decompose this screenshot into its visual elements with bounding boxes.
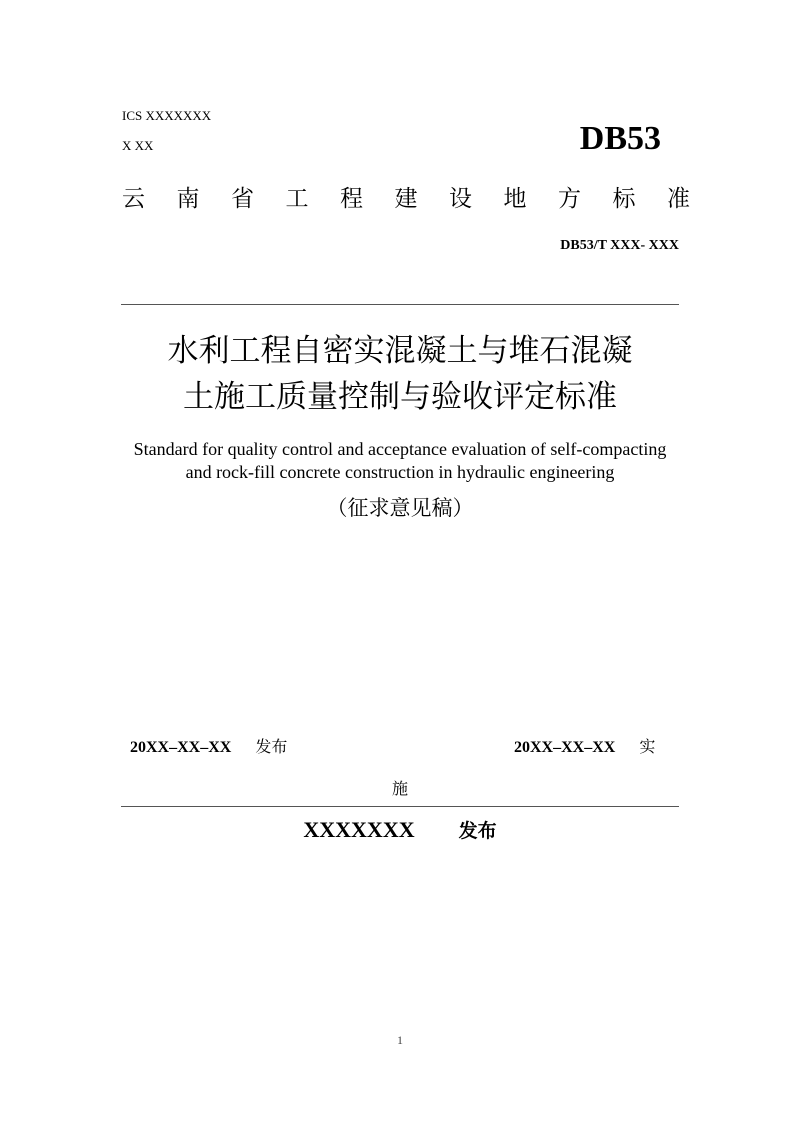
provincial-char: 南 <box>176 186 200 212</box>
provincial-standard-label <box>122 180 690 213</box>
implement-label-part-2: 施 <box>392 779 409 798</box>
implement-label-part-1: 实 <box>639 737 656 756</box>
provincial-char: 程 <box>340 186 363 212</box>
provincial-char: 方 <box>558 186 581 212</box>
publish-label: 发布 <box>255 737 288 756</box>
title-zh-line-1: 水利工程自密实混凝土与堆石混凝 <box>167 333 633 369</box>
ics-code: ICS XXXXXXX <box>122 108 212 123</box>
implement-date-block <box>514 734 655 757</box>
implement-date: 20XX–XX–XX <box>514 739 616 756</box>
bottom-divider <box>121 806 679 807</box>
publisher-line <box>0 816 800 843</box>
publish-date-block <box>130 734 287 757</box>
standard-mark: DB53 <box>579 120 661 157</box>
document-title-zh <box>0 328 800 420</box>
title-en-line-1: Standard for quality control and acceptance evaluation of self-compacting <box>133 439 667 459</box>
provincial-char: 工 <box>285 186 309 212</box>
publisher-name: XXXXXXX <box>303 817 415 842</box>
top-divider <box>121 304 679 305</box>
document-title-en <box>0 438 800 484</box>
provincial-char: 设 <box>449 186 472 212</box>
page-number: 1 <box>397 1033 403 1047</box>
title-en-line-2: and rock-fill concrete construction in hydraulic engineering <box>185 462 615 482</box>
title-zh-line-2: 土施工质量控制与验收评定标准 <box>183 379 617 415</box>
standard-code: DB53/T XXX- XXX <box>560 238 679 253</box>
provincial-char: 建 <box>394 186 418 212</box>
provincial-char: 标 <box>612 186 636 212</box>
provincial-char: 省 <box>231 186 254 212</box>
provincial-char: 地 <box>503 186 527 212</box>
publish-date: 20XX–XX–XX <box>130 739 232 756</box>
provincial-char: 云 <box>122 186 145 212</box>
draft-note: （征求意见稿） <box>326 496 474 520</box>
publisher-label: 发布 <box>458 820 497 842</box>
provincial-char: 准 <box>667 186 690 212</box>
classification-code: X XX <box>122 138 154 153</box>
